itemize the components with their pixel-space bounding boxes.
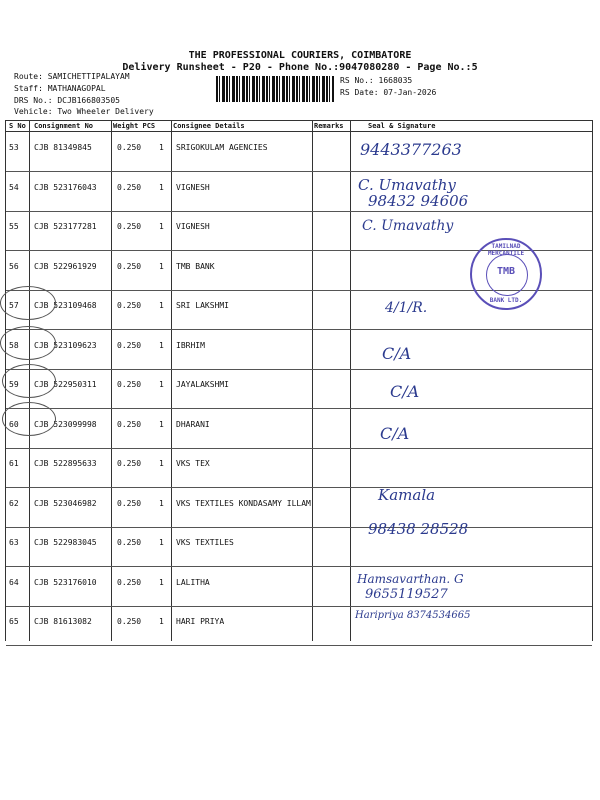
route-label: Route: SAMICHETTIPALAYAM (14, 72, 130, 81)
cell-consignee: VKS TEXTILES (176, 538, 234, 547)
cell-consignment: CJB 522895633 (34, 459, 97, 468)
table-row (6, 605, 592, 646)
cell-consignment: CJB 523099998 (34, 419, 97, 429)
cell-pcs: 1 (159, 459, 164, 468)
cell-consignment: CJB 523176010 (34, 577, 97, 587)
header-seal-signature: Seal & Signature (368, 122, 436, 130)
header-sno: S No (9, 122, 26, 130)
cell-sno: 65 (9, 617, 19, 626)
table-row (6, 131, 592, 172)
table-row (6, 447, 592, 488)
signature-row-54: C. Umavathy (358, 176, 456, 194)
cell-consignee: HARI PRIYA (176, 617, 225, 626)
cell-consignee: DHARANI (176, 419, 210, 429)
cell-sno: 64 (9, 577, 19, 587)
signature-row-64: Hamsavarthan. G (357, 572, 464, 586)
runsheet-title: Delivery Runsheet - P20 - Phone No.:9047080280 - Page No.:5 (122, 62, 478, 73)
barcode (216, 76, 334, 102)
remark-row-58: C/A (382, 344, 412, 363)
cell-consignment: CJB 523176043 (34, 182, 97, 192)
cell-sno: 63 (9, 538, 19, 547)
rs-number: RS No.: 1668035 (340, 76, 413, 85)
cell-consignee: VKS TEXTILES KONDASAMY ILLAM (176, 498, 311, 508)
vehicle-label: Vehicle: Two Wheeler Delivery (14, 107, 154, 116)
cell-pcs: 1 (159, 301, 164, 310)
rs-date: RS Date: 07-Jan-2026 (340, 88, 437, 97)
cell-weight: 0.250 (117, 222, 142, 231)
signature-row-62: Kamala (378, 486, 436, 504)
cell-pcs: 1 (159, 182, 164, 192)
cell-consignment: CJB 523046982 (34, 498, 97, 508)
cell-sno: 54 (9, 182, 19, 192)
cell-weight: 0.250 (117, 538, 142, 547)
cell-consignee: LALITHA (176, 577, 210, 587)
cell-pcs: 1 (159, 419, 164, 429)
table-row (6, 566, 592, 607)
phone-row-64: 9655119527 (365, 587, 448, 602)
cell-pcs: 1 (159, 577, 164, 587)
cell-consignee: VIGNESH (176, 182, 210, 192)
remark-row-60: C/A (380, 424, 410, 443)
cell-sno: 53 (9, 143, 19, 152)
cell-consignee: VKS TEX (176, 459, 210, 468)
cell-consignment: CJB 522950311 (34, 380, 97, 389)
table-row (6, 408, 592, 449)
cell-weight: 0.250 (117, 301, 142, 310)
cell-weight: 0.250 (117, 340, 142, 350)
cell-weight: 0.250 (117, 498, 142, 508)
table-row (6, 487, 592, 528)
cell-weight: 0.250 (117, 459, 142, 468)
signature-row-53: 9443377263 (360, 140, 462, 159)
staff-label: Staff: MATHANAGOPAL (14, 84, 106, 93)
cell-sno: 60 (9, 419, 19, 429)
table-row (6, 171, 592, 212)
remark-row-59: C/A (390, 382, 420, 401)
cell-weight: 0.250 (117, 143, 142, 152)
phone-row-54: 98432 94606 (368, 192, 469, 210)
pen-circle (2, 402, 56, 436)
cell-pcs: 1 (159, 498, 164, 508)
header-weight-pcs: Weight PCS (113, 122, 156, 130)
cell-consignment: CJB 523177281 (34, 222, 97, 231)
header-consignment: Consignment No (34, 122, 94, 130)
cell-consignment: CJB 523109468 (34, 301, 97, 310)
table-row (6, 526, 592, 567)
cell-pcs: 1 (159, 222, 164, 231)
cell-weight: 0.250 (117, 380, 142, 389)
pen-circle (0, 286, 56, 320)
pen-circle (0, 326, 56, 360)
cell-consignee: TMB BANK (176, 261, 215, 271)
header-remarks: Remarks (314, 122, 344, 130)
table-row (6, 329, 592, 370)
cell-consignment: CJB 81349845 (34, 143, 92, 152)
cell-pcs: 1 (159, 340, 164, 350)
signature-row-55: C. Umavathy (362, 218, 454, 234)
cell-sno: 59 (9, 380, 19, 389)
cell-consignee: JAYALAKSHMI (176, 380, 229, 389)
cell-weight: 0.250 (117, 182, 142, 192)
cell-consignment: CJB 522983045 (34, 538, 97, 547)
cell-weight: 0.250 (117, 577, 142, 587)
cell-weight: 0.250 (117, 617, 142, 626)
cell-consignee: SRIGOKULAM AGENCIES (176, 143, 268, 152)
cell-weight: 0.250 (117, 419, 142, 429)
cell-consignee: SRI LAKSHMI (176, 301, 229, 310)
bank-stamp: TAMILNAD MERCANTILE TMB BANK LTD. (470, 238, 542, 310)
drs-number: DRS No.: DCJB166803505 (14, 96, 120, 105)
signature-row-65: Haripriya 8374534665 (355, 610, 471, 621)
cell-consignee: IBRHIM (176, 340, 205, 350)
runsheet-table (5, 120, 593, 641)
phone-row-63: 98438 28528 (368, 520, 469, 538)
cell-sno: 56 (9, 261, 19, 271)
cell-consignee: VIGNESH (176, 222, 210, 231)
cell-sno: 57 (9, 301, 19, 310)
cell-pcs: 1 (159, 617, 164, 626)
cell-weight: 0.250 (117, 261, 142, 271)
cell-sno: 62 (9, 498, 19, 508)
table-row (6, 368, 592, 409)
company-title: THE PROFESSIONAL COURIERS, COIMBATORE (188, 50, 412, 61)
cell-consignment: CJB 81613082 (34, 617, 92, 626)
cell-consignment: CJB 522961929 (34, 261, 97, 271)
cell-pcs: 1 (159, 261, 164, 271)
cell-pcs: 1 (159, 143, 164, 152)
header-consignee: Consignee Details (173, 122, 245, 130)
cell-sno: 55 (9, 222, 19, 231)
cell-sno: 58 (9, 340, 19, 350)
cell-pcs: 1 (159, 380, 164, 389)
remark-row-57: 4/1/R. (385, 300, 428, 316)
cell-sno: 61 (9, 459, 19, 468)
pen-circle (2, 364, 56, 398)
cell-consignment: CJB 523109623 (34, 340, 97, 350)
cell-pcs: 1 (159, 538, 164, 547)
